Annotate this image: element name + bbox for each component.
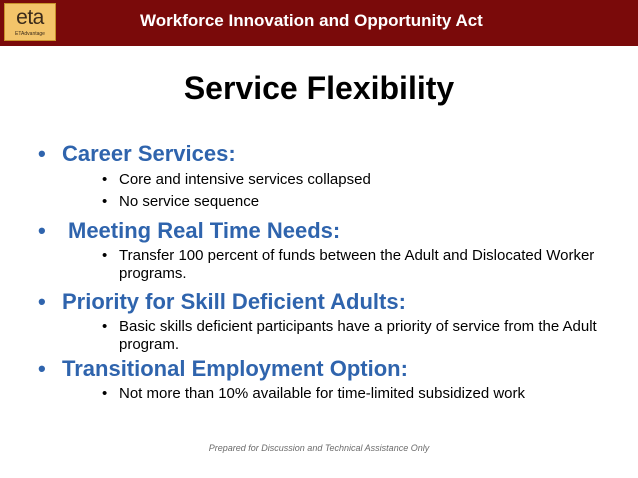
section-heading-text: Transitional Employment Option: [62,356,408,381]
list-item-text: No service sequence [119,193,260,210]
section-heading-text: Career Services: [62,141,236,166]
section-heading-real-time-needs [38,218,340,244]
bullet-icon: • [38,141,46,166]
bullet-icon: • [38,356,46,381]
list-item [102,385,612,403]
list-item-text: Core and intensive services collapsed [119,171,371,188]
header-title: Workforce Innovation and Opportunity Act [140,11,483,30]
list-item [102,247,612,283]
bullet-icon: • [102,385,108,402]
section-heading-transitional-employment [38,356,408,382]
list-item-text: Not more than 10% available for time-limited subsidized work [119,385,526,402]
list-item [102,171,612,189]
list-item [102,318,612,354]
logo-text: eta [16,6,44,29]
slide-title: Service Flexibility [183,70,455,106]
bullet-icon: • [102,193,108,210]
bullet-icon: • [102,247,108,264]
section-heading-text: Meeting Real Time Needs: [68,218,341,243]
list-item [102,193,612,211]
bullet-icon: • [102,318,108,335]
section-heading-career-services [38,141,236,167]
footer-note: Prepared for Discussion and Technical Assistance Only [208,443,430,453]
section-heading-text: Priority for Skill Deficient Adults: [62,289,406,314]
bullet-icon: • [38,218,46,243]
list-item-text: Basic skills deficient participants have a priority of service from the Adult program. [119,318,597,353]
section-heading-priority-skill-deficient [38,289,406,315]
eta-logo [4,3,56,41]
header-bar [0,0,638,46]
bullet-icon: • [38,289,46,314]
logo-subtext: ETAdvantage [15,31,45,37]
list-item-text: Transfer 100 percent of funds between the Adult and Dislocated Worker programs. [119,247,595,282]
bullet-icon: • [102,171,108,188]
